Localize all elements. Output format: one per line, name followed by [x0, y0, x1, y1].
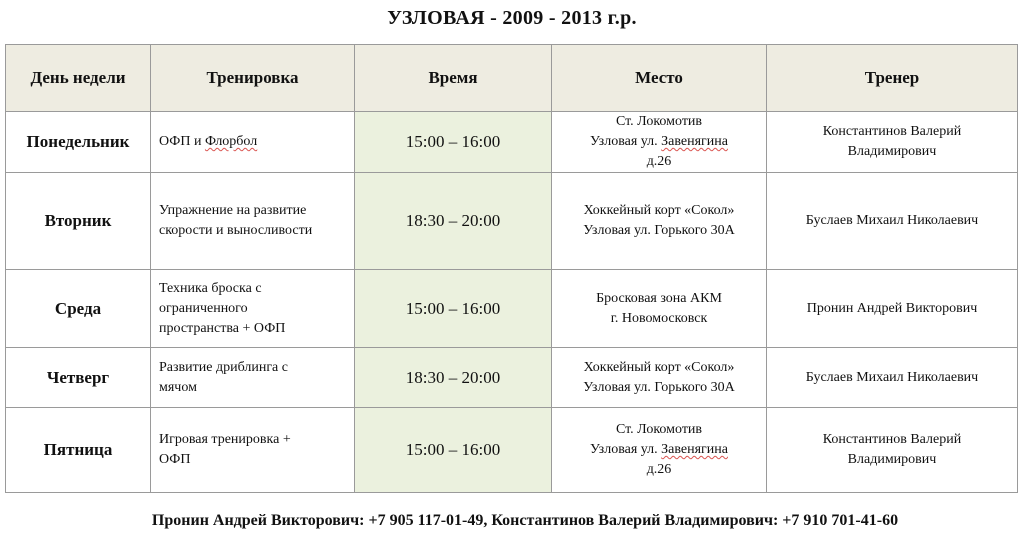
coach-cell [767, 408, 1018, 493]
place-line-text: Узловая ул. [590, 134, 662, 149]
header-day: День недели [6, 45, 151, 112]
time-cell: 15:00 – 16:00 [355, 408, 552, 493]
table-row [6, 270, 1018, 348]
coach-cell [767, 112, 1018, 173]
coach-cell [767, 348, 1018, 408]
training-line: ограниченного [159, 300, 248, 316]
place-line: Узловая ул. Горького 30А [583, 223, 735, 238]
day-cell: Вторник [6, 173, 151, 270]
time-cell: 18:30 – 20:00 [355, 348, 552, 408]
training-line: Развитие дриблинга с [159, 359, 288, 375]
time-cell: 18:30 – 20:00 [355, 173, 552, 270]
place-line [560, 132, 758, 152]
time-cell: 15:00 – 16:00 [355, 270, 552, 348]
coach-line: Константинов Валерий [822, 432, 962, 447]
coach-line: Буслаев Михаил Николаевич [805, 369, 979, 385]
training-text-marked: Флорбол [204, 134, 258, 149]
header-training: Тренировка [151, 45, 355, 112]
place-line: г. Новомосковск [610, 310, 708, 326]
time-cell: 15:00 – 16:00 [355, 112, 552, 173]
place-line: Ст. Локомотив [615, 422, 703, 437]
place-line: Узловая ул. Горького 30А [583, 379, 735, 395]
day-cell: Понедельник [6, 112, 151, 173]
training-line: скорости и выносливости [159, 223, 313, 238]
place-line: д.26 [646, 462, 672, 477]
place-cell [552, 112, 767, 173]
place-line [560, 440, 758, 460]
training-cell [151, 408, 355, 493]
header-coach: Тренер [767, 45, 1018, 112]
schedule-table [5, 44, 1018, 493]
table-row [6, 348, 1018, 408]
place-line-text: Узловая ул. [590, 442, 662, 457]
training-line: Упражнение на развитие [159, 203, 307, 218]
coach-line: Константинов Валерий [822, 124, 962, 139]
training-cell [151, 348, 355, 408]
place-cell [552, 173, 767, 270]
place-line: Хоккейный корт «Сокол» [583, 359, 735, 375]
place-cell [552, 270, 767, 348]
page-title: УЗЛОВАЯ - 2009 - 2013 г.р. [387, 7, 637, 29]
place-line: Ст. Локомотив [615, 114, 703, 129]
day-cell: Четверг [6, 348, 151, 408]
header-row [6, 45, 1018, 112]
place-line-marked: Завенягина [661, 134, 728, 149]
training-cell [151, 112, 355, 173]
table-row [6, 173, 1018, 270]
place-line: Хоккейный корт «Сокол» [583, 203, 735, 218]
coach-line: Владимирович [847, 144, 937, 159]
coach-cell [767, 173, 1018, 270]
training-line: мячом [159, 379, 197, 395]
place-line-marked: Завенягина [661, 442, 728, 457]
training-line: Игровая тренировка + [159, 432, 291, 447]
coach-line: Владимирович [847, 452, 937, 467]
table-row [6, 408, 1018, 493]
header-time: Время [355, 45, 552, 112]
place-cell [552, 348, 767, 408]
training-line: Техника броска с [159, 280, 262, 296]
contacts-footer: Пронин Андрей Викторович: +7 905 117-01-49, Константинов Валерий Владимирович: +7 910 701-41-60 [151, 512, 899, 529]
day-cell: Пятница [6, 408, 151, 493]
place-line: Бросковая зона АКМ [596, 290, 722, 306]
place-line: д.26 [646, 154, 672, 169]
training-text: ОФП и [159, 134, 205, 149]
table-row [6, 112, 1018, 173]
training-cell [151, 270, 355, 348]
training-cell [151, 173, 355, 270]
training-line: ОФП [159, 452, 191, 467]
coach-cell [767, 270, 1018, 348]
coach-line: Буслаев Михаил Николаевич [805, 213, 979, 228]
coach-line: Пронин Андрей Викторович [806, 300, 978, 316]
place-cell [552, 408, 767, 493]
day-cell: Среда [6, 270, 151, 348]
header-place: Место [552, 45, 767, 112]
training-line: пространства + ОФП [159, 320, 286, 336]
